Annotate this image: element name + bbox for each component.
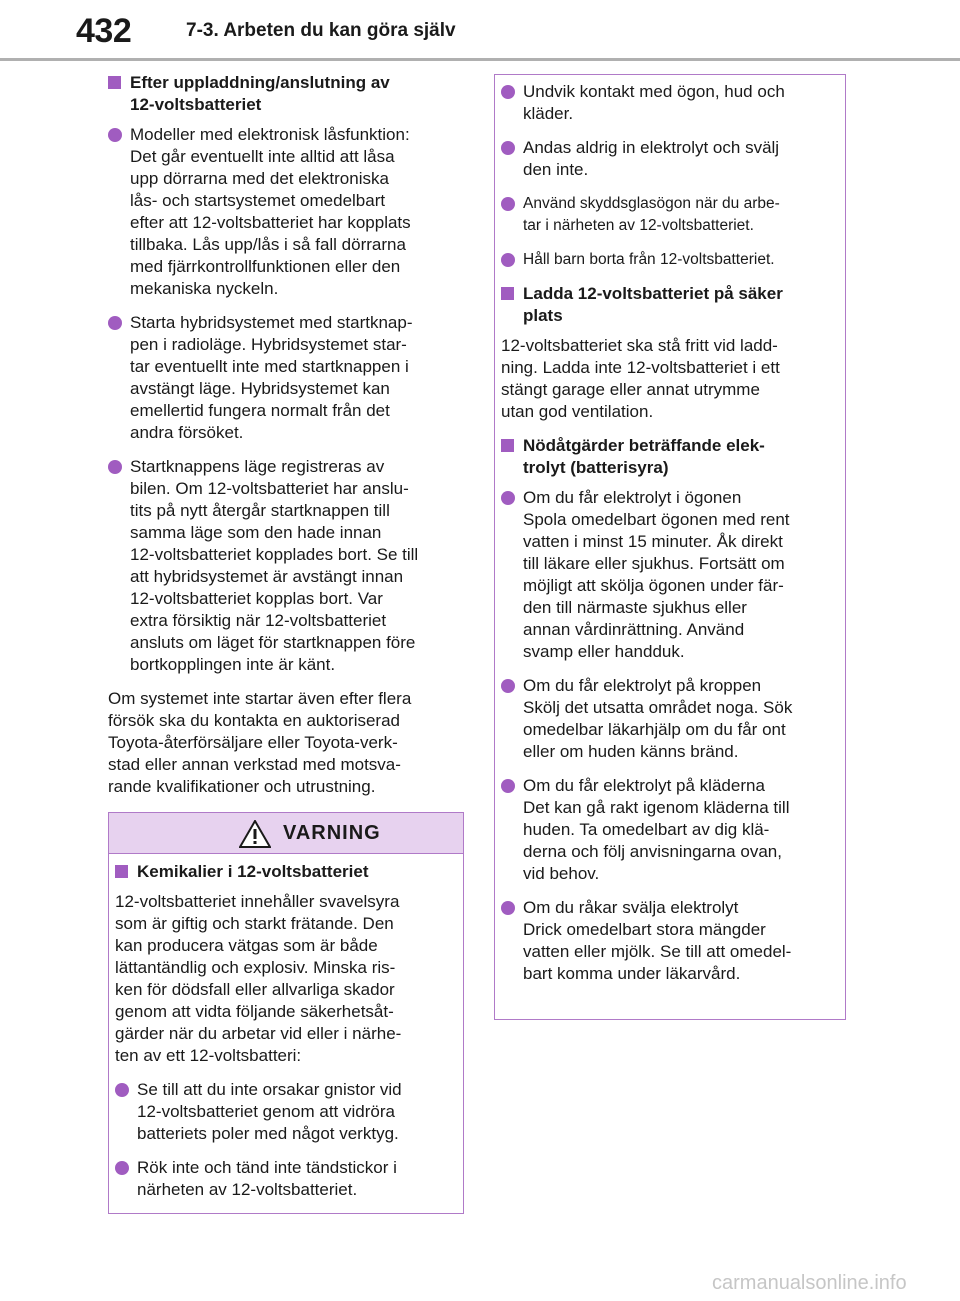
- bullet-line: vid behov.: [523, 864, 600, 883]
- round-bullet-icon: [501, 491, 515, 505]
- bullet-line: Håll barn borta från 12-voltsbatteriet.: [523, 251, 775, 268]
- round-bullet-icon: [108, 460, 122, 474]
- paragraph-line: stad eller annan verkstad med motsva-: [108, 755, 401, 774]
- paragraph-line: kan producera vätgas som är både: [115, 936, 378, 955]
- heading-line: Efter uppladdning/anslutning av: [130, 73, 390, 92]
- bullet-item: [501, 193, 835, 237]
- bullet-line: andra försöket.: [130, 423, 244, 442]
- bullet-line: Andas aldrig in elektrolyt och svälj: [523, 138, 780, 157]
- bullet-line: Använd skyddsglasögon när du arbe-: [523, 195, 780, 212]
- warning-heading: [115, 861, 455, 883]
- bullet-item: [501, 775, 835, 885]
- paragraph-line: Om systemet inte startar även efter flera: [108, 689, 412, 708]
- paragraph-line: ning. Ladda inte 12-voltsbatteriet i ett: [501, 358, 780, 377]
- bullet-item: [501, 487, 835, 663]
- bullet-item: [115, 1079, 455, 1145]
- bullet-line: Starta hybridsystemet med startknap-: [130, 313, 413, 332]
- right-warning-continuation: [494, 74, 846, 1020]
- bullet-item: [501, 137, 835, 181]
- bullet-line: upp dörrarna med det elektroniska: [130, 169, 389, 188]
- bullet-line: Det går eventuellt inte alltid att låsa: [130, 147, 395, 166]
- bullet-line: Om du får elektrolyt på kläderna: [523, 776, 765, 795]
- bullet-line: pen i radioläge. Hybridsystemet star-: [130, 335, 407, 354]
- warning-triangle-icon: [239, 820, 271, 848]
- warning-body: [115, 861, 455, 1213]
- bullet-line: emellertid fungera normalt från det: [130, 401, 390, 420]
- bullet-line: till läkare eller sjukhus. Fortsätt om: [523, 554, 785, 573]
- heading-line: Nödåtgärder beträffande elek-: [523, 436, 765, 455]
- bullet-line: Rök inte och tänd inte tändstickor i: [137, 1158, 397, 1177]
- warning-paragraph: [115, 891, 455, 1067]
- round-bullet-icon: [115, 1083, 129, 1097]
- round-bullet-icon: [108, 128, 122, 142]
- section-heading-emergency: [501, 435, 835, 479]
- paragraph-line: 12-voltsbatteriet innehåller svavelsyra: [115, 892, 400, 911]
- bullet-line: Se till att du inte orsakar gnistor vid: [137, 1080, 402, 1099]
- round-bullet-icon: [501, 901, 515, 915]
- round-bullet-icon: [115, 1161, 129, 1175]
- chapter-title: 7-3. Arbeten du kan göra själv: [186, 20, 456, 41]
- right-inner: [501, 81, 835, 997]
- bullet-line: vatten i minst 15 minuter. Åk direkt: [523, 532, 783, 551]
- bullet-line: Undvik kontakt med ögon, hud och: [523, 82, 785, 101]
- page-header: [0, 0, 960, 62]
- warning-box: [108, 812, 464, 1214]
- round-bullet-icon: [501, 141, 515, 155]
- warning-header: [109, 813, 463, 854]
- bullet-line: närheten av 12-voltsbatteriet.: [137, 1180, 358, 1199]
- bullet-line: med fjärrkontrollfunktionen eller den: [130, 257, 401, 276]
- paragraph-line: försök ska du kontakta en auktoriserad: [108, 711, 400, 730]
- heading-line: 12-voltsbatteriet: [130, 95, 262, 114]
- bullet-item: [115, 1157, 455, 1201]
- bullet-line: omedelbar läkarhjälp om du får ont: [523, 720, 786, 739]
- paragraph-line: gärder när du arbetar vid eller i närhe-: [115, 1024, 402, 1043]
- bullet-line: svamp eller handduk.: [523, 642, 685, 661]
- paragraph-contact-dealer: [108, 688, 464, 798]
- paragraph-charge: [501, 335, 835, 423]
- bullet-item: [108, 312, 464, 444]
- bullet-line: vatten eller mjölk. Se till att omedel-: [523, 942, 792, 961]
- bullet-line: bart komma under läkarvård.: [523, 964, 741, 983]
- bullet-line: möjligt att skölja ögonen under fär-: [523, 576, 784, 595]
- bullet-line: Startknappens läge registreras av: [130, 457, 385, 476]
- bullet-line: 12-voltsbatteriet genom att vidröra: [137, 1102, 395, 1121]
- bullet-line: att hybridsystemet är avstängt innan: [130, 567, 404, 586]
- paragraph-line: Toyota-återförsäljare eller Toyota-verk-: [108, 733, 398, 752]
- bullet-item: [501, 675, 835, 763]
- bullet-item: [108, 456, 464, 676]
- bullet-line: den till närmaste sjukhus eller: [523, 598, 747, 617]
- heading-line: trolyt (batterisyra): [523, 458, 669, 477]
- section-heading-charge-safely: [501, 283, 835, 327]
- bullet-line: samma läge som den hade innan: [130, 523, 382, 542]
- left-column: [108, 72, 464, 810]
- paragraph-line: utan god ventilation.: [501, 402, 654, 421]
- bullet-line: annan vårdinrättning. Använd: [523, 620, 745, 639]
- bullet-line: Om du får elektrolyt på kroppen: [523, 676, 762, 695]
- bullet-line: eller om huden känns bränd.: [523, 742, 739, 761]
- bullet-line: mekaniska nyckeln.: [130, 279, 279, 298]
- bullet-line: 12-voltsbatteriet kopplas bort. Var: [130, 589, 383, 608]
- heading-line: plats: [523, 306, 563, 325]
- round-bullet-icon: [108, 316, 122, 330]
- round-bullet-icon: [501, 197, 515, 211]
- bullet-line: Drick omedelbart stora mängder: [523, 920, 766, 939]
- bullet-line: efter att 12-voltsbatteriet har kopplats: [130, 213, 411, 232]
- paragraph-line: ken för dödsfall eller allvarliga skador: [115, 980, 395, 999]
- bullet-line: tillbaka. Lås upp/lås i så fall dörrarna: [130, 235, 406, 254]
- square-bullet-icon: [501, 439, 514, 452]
- bullet-line: kläder.: [523, 104, 574, 123]
- bullet-line: Skölj det utsatta området noga. Sök: [523, 698, 793, 717]
- square-bullet-icon: [501, 287, 514, 300]
- paragraph-line: genom att vidta följande säkerhetsåt-: [115, 1002, 394, 1021]
- paragraph-line: rande kvalifikationer och utrustning.: [108, 777, 376, 796]
- bullet-line: den inte.: [523, 160, 589, 179]
- bullet-line: derna och följ anvisningarna ovan,: [523, 842, 782, 861]
- round-bullet-icon: [501, 679, 515, 693]
- bullet-line: extra försiktig när 12-voltsbatteriet: [130, 611, 387, 630]
- round-bullet-icon: [501, 779, 515, 793]
- round-bullet-icon: [501, 253, 515, 267]
- footer-watermark: carmanualsonline.info: [712, 1272, 907, 1294]
- square-bullet-icon: [115, 865, 128, 878]
- round-bullet-icon: [501, 85, 515, 99]
- bullet-item: [501, 897, 835, 985]
- header-divider: [0, 58, 960, 61]
- paragraph-line: ten av ett 12-voltsbatteri:: [115, 1046, 302, 1065]
- bullet-line: tar i närheten av 12-voltsbatteriet.: [523, 217, 754, 234]
- page-number: 432: [76, 12, 132, 50]
- bullet-line: tar eventuellt inte med startknappen i: [130, 357, 409, 376]
- bullet-line: bilen. Om 12-voltsbatteriet har anslu-: [130, 479, 409, 498]
- bullet-line: bortkopplingen inte är känt.: [130, 655, 336, 674]
- bullet-line: 12-voltsbatteriet kopplades bort. Se till: [130, 545, 419, 564]
- bullet-line: lås- och startsystemet omedelbart: [130, 191, 386, 210]
- bullet-item: [501, 249, 835, 271]
- square-bullet-icon: [108, 76, 121, 89]
- paragraph-line: lättantändlig och explosiv. Minska ris-: [115, 958, 396, 977]
- heading-line: Ladda 12-voltsbatteriet på säker: [523, 284, 783, 303]
- bullet-line: avstängt läge. Hybridsystemet kan: [130, 379, 390, 398]
- bullet-line: Modeller med elektronisk låsfunktion:: [130, 125, 410, 144]
- bullet-item: [108, 124, 464, 300]
- bullet-line: tits på nytt återgår startknappen till: [130, 501, 390, 520]
- heading-line: Kemikalier i 12-voltsbatteriet: [137, 862, 369, 881]
- bullet-line: Det kan gå rakt igenom kläderna till: [523, 798, 790, 817]
- bullet-line: Spola omedelbart ögonen med rent: [523, 510, 790, 529]
- bullet-line: Om du råkar svälja elektrolyt: [523, 898, 739, 917]
- section-heading-after-charging: [108, 72, 464, 116]
- paragraph-line: stängt garage eller annat utrymme: [501, 380, 760, 399]
- bullet-line: huden. Ta omedelbart av dig klä-: [523, 820, 770, 839]
- warning-label: VARNING: [283, 822, 381, 844]
- paragraph-line: som är giftig och starkt frätande. Den: [115, 914, 394, 933]
- bullet-item: [501, 81, 835, 125]
- bullet-line: Om du får elektrolyt i ögonen: [523, 488, 742, 507]
- bullet-line: ansluts om läget för startknappen före: [130, 633, 416, 652]
- bullet-line: batteriets poler med något verktyg.: [137, 1124, 399, 1143]
- paragraph-line: 12-voltsbatteriet ska stå fritt vid ladd-: [501, 336, 778, 355]
